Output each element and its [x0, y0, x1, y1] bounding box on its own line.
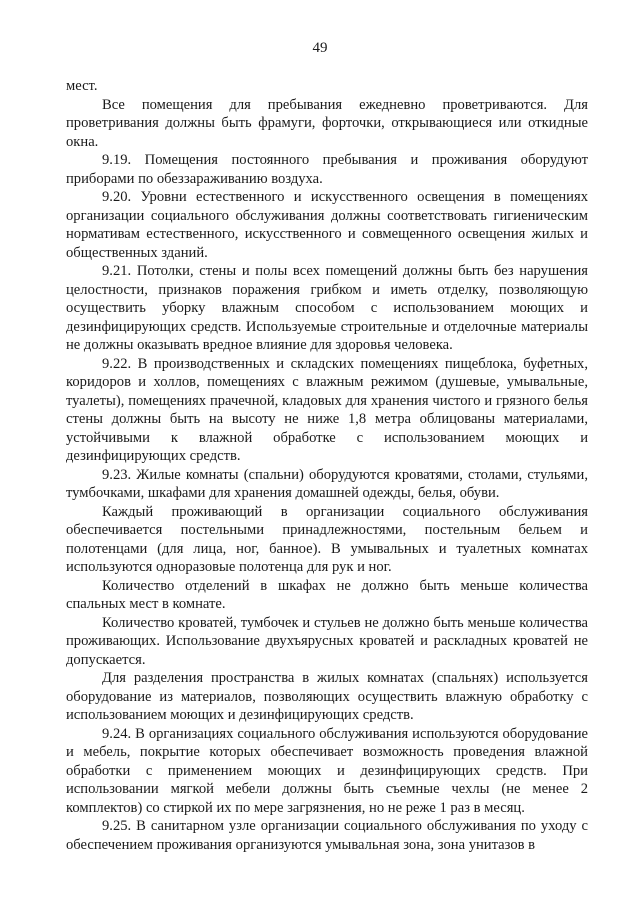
paragraph-wardrobe: Количество отделений в шкафах не должно быть меньше количества спальных мест в комнате. [66, 577, 588, 612]
paragraph-9-25: 9.25. В санитарном узле организации социального обслуживания по уходу с обеспечением проживания организуются умывальная зона, зона унитазов в [66, 818, 588, 853]
paragraph-beds: Количество кроватей, тумбочек и стульев не должно быть меньше количества проживающих. Использование двухъярусных кроватей и раскладных кроватей не допускается. [66, 614, 588, 668]
paragraph-9-22: 9.22. В производственных и складских помещениях пищеблока, буфетных, коридоров и холлов, помещениях с влажным режимом (душевые, умывальные, туалеты), помещениях прачечной, кладовых для хранения чистого и грязного белья стены должны быть на высоту не ниже 1,8 метра облицованы материалами, устойчивыми к влажной обработке с использованием моющих и дезинфицирующих средств. [66, 355, 588, 464]
paragraph-ventilation: Все помещения для пребывания ежедневно проветриваются. Для проветривания должны быть фрамуги, форточки, открывающиеся или откидные окна. [66, 96, 588, 150]
paragraph-9-24: 9.24. В организациях социального обслуживания используются оборудование и мебель, покрытие которых обеспечивает возможность проведения влажной обработки с применением моющих и дезинфицирующих средств. При использовании мягкой мебели должны быть съемные чехлы (не менее 2 комплектов) со стиркой их по мере загрязнения, но не реже 1 раз в месяц. [66, 725, 588, 816]
paragraph-room-division: Для разделения пространства в жилых комнатах (спальнях) используется оборудование из материалов, позволяющих осуществить влажную обработку с использованием моющих и дезинфицирующих средств. [66, 670, 588, 723]
paragraph-bedding: Каждый проживающий в организации социального обслуживания обеспечивается постельными принадлежностями, постельным бельем и полотенцами (для лица, ног, банное). В умывальных и туалетных комнатах используются одноразовые полотенца для рук и ног. [66, 503, 588, 575]
paragraph-9-23: 9.23. Жилые комнаты (спальни) оборудуются кроватями, столами, стульями, тумбочками, шкафами для хранения домашней одежды, белья, обуви. [66, 466, 588, 501]
document-body [66, 77, 588, 854]
paragraph-9-21: 9.21. Потолки, стены и полы всех помещений должны быть без нарушения целостности, признаков поражения грибком и иметь отделку, позволяющую осуществить уборку влажным способом с использованием моющих и дезинфицирующих средств. Используемые строительные и отделочные материалы не должны оказывать вредное влияние для здоровья человека. [66, 263, 588, 353]
paragraph-continuation: мест. [66, 78, 98, 94]
paragraph-9-19: 9.19. Помещения постоянного пребывания и проживания оборудуют приборами по обеззараживанию воздуха. [66, 152, 588, 187]
paragraph-9-20: 9.20. Уровни естественного и искусственного освещения в помещениях организации социального обслуживания должны соответствовать гигиеническим нормативам естественного, искусственного и совмещенного освещения жилых и общественных зданий. [66, 189, 588, 261]
page-number: 49 [312, 40, 328, 56]
